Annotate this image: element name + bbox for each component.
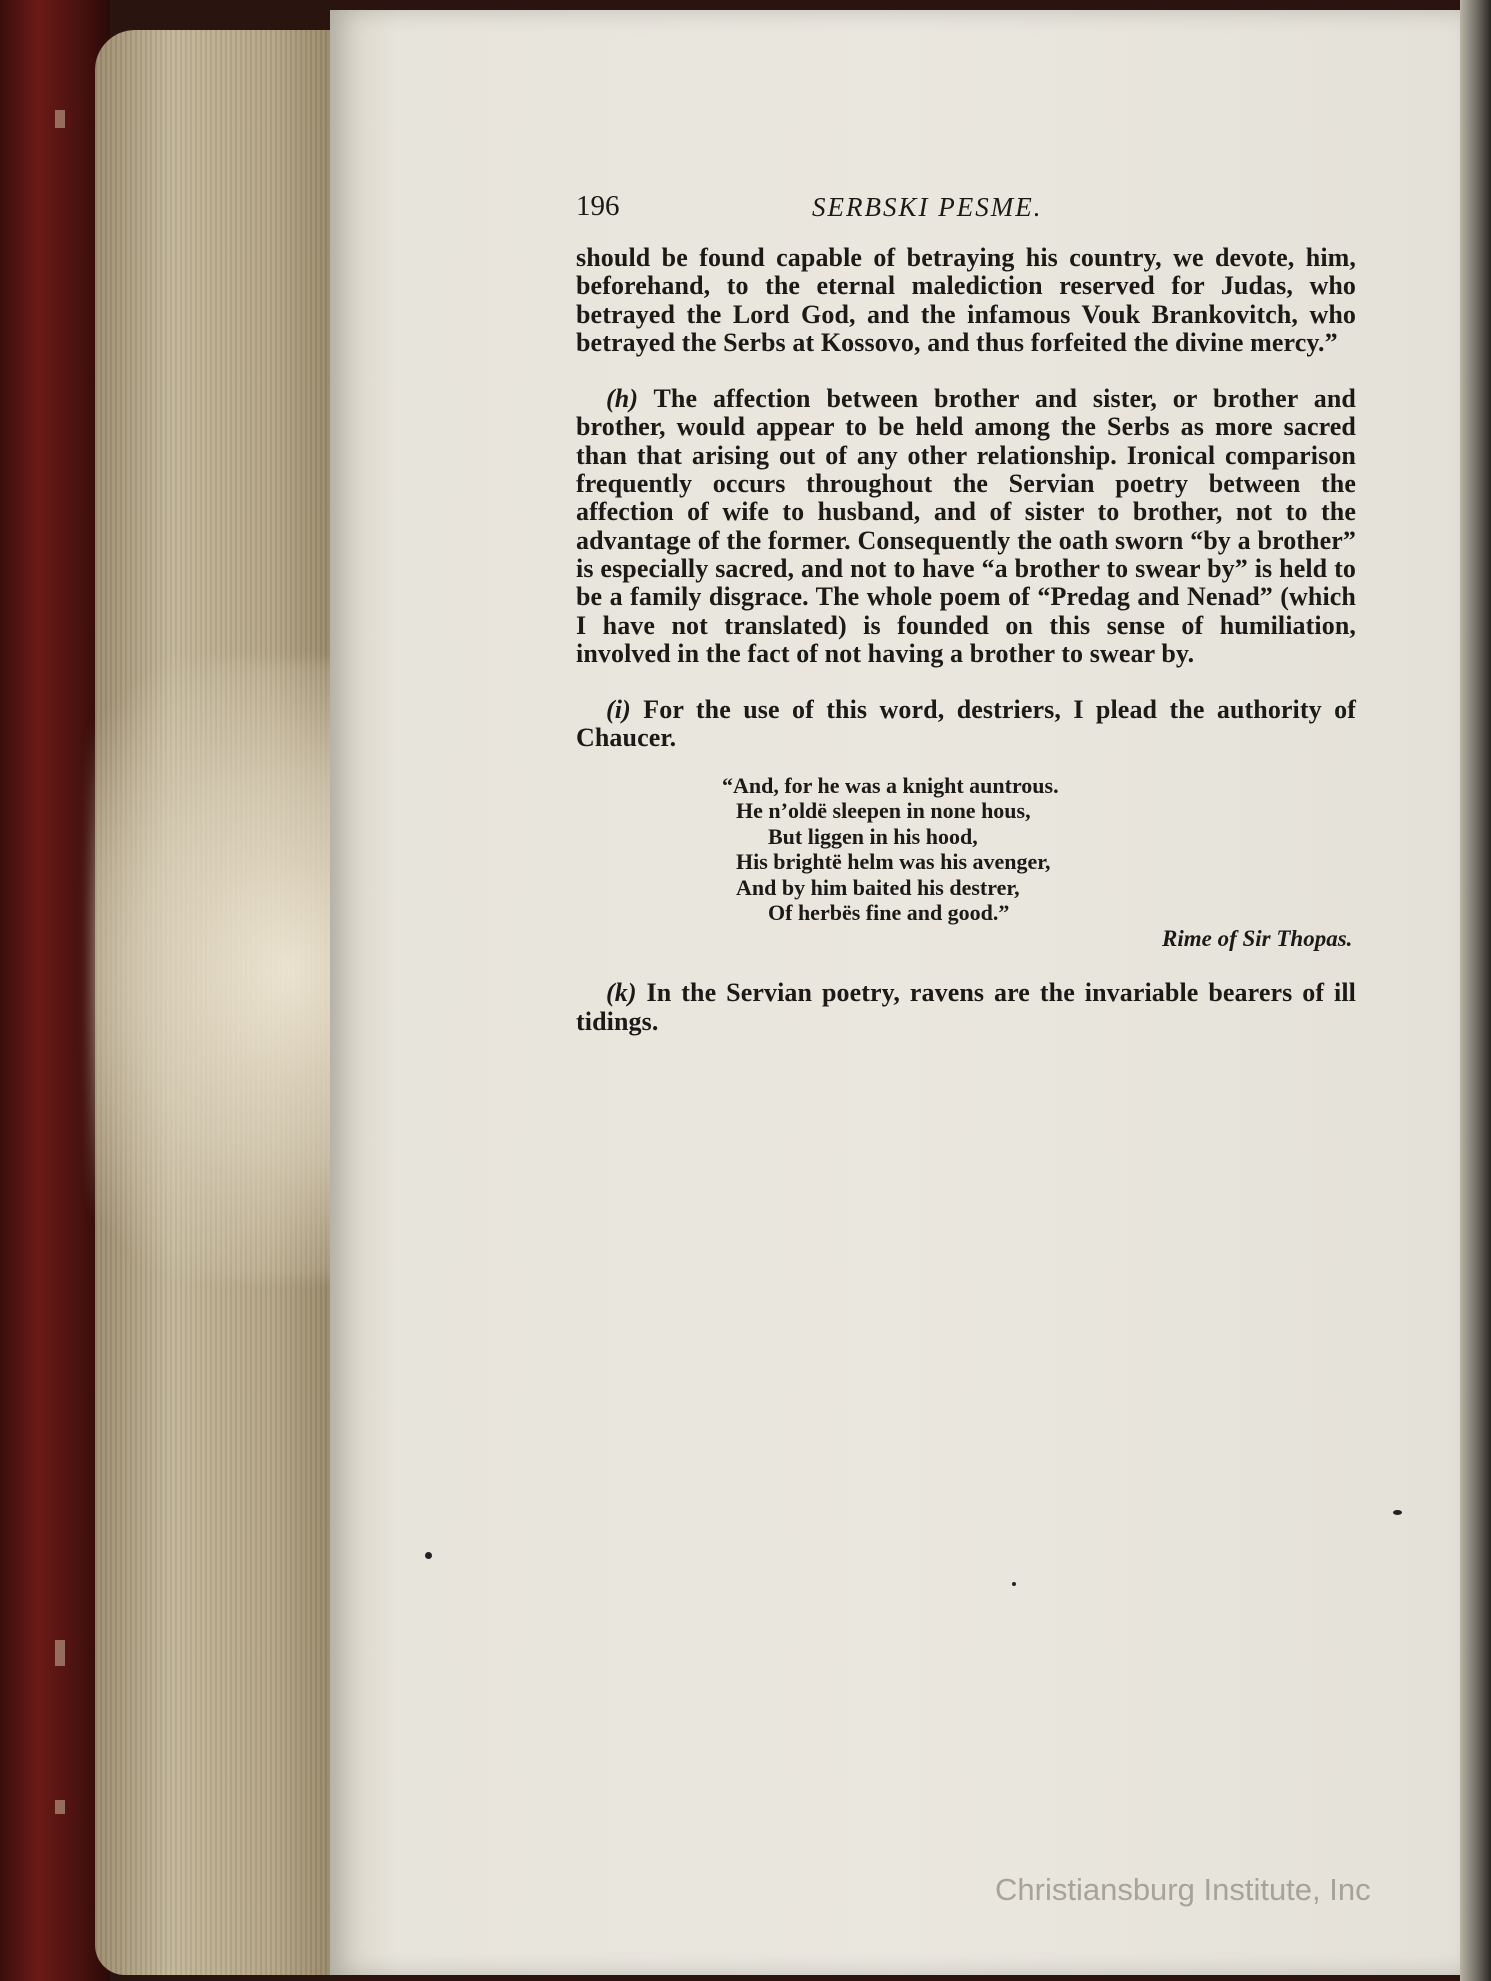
page-number: 196 [576,190,620,222]
print-speck [425,1552,432,1559]
note-h-text: The affection between brother and sister, or brother and brother, would appear to be held among the Serbs as more sacred than that arising out of any other relationship. Ironical comparison frequently occurs throughout the Servian poetry between the affection of wife to husband, and of sister to brother, not to the advantage of the former. Consequently the oath sworn “by a brother” is especially sacred, and not to have “a brother to swear by” is held to be a family disgrace. The whole poem of “Predag and Nenad” (which I have not translated) is founded on this sense of humiliation, involved in the fact of not having a brother to swear by. [576,384,1356,668]
note-k-text: In the Servian poetry, ravens are the invariable bearers of ill tidings. [576,978,1356,1036]
note-k-letter: (k) [606,978,637,1008]
print-speck [1012,1582,1016,1586]
verse-line: And by him baited his destrer, [736,874,1020,900]
paragraph-continuation: should be found capable of betraying his country, we devote, him, beforehand, to the eternal malediction reserved for Judas, who betrayed the Lord God, and the infamous Vouk Brankovitch, who betrayed the Serbs at Kossovo, and thus forfeited the divine mercy.” [576,243,1356,357]
verse-quote [576,773,1356,952]
page-text [576,190,1356,1036]
note-i-letter: (i) [606,695,631,725]
note-i [576,696,1356,753]
verse-line: Of herbës fine and good.” [768,900,1010,926]
cover-wear-mark [55,110,65,128]
watermark: Christiansburg Institute, Inc [995,1872,1371,1907]
print-speck [1393,1510,1402,1515]
running-title: SERBSKI PESME. [812,192,1043,222]
cover-wear-mark [55,1800,65,1814]
page-right-edge [1460,0,1491,1981]
verse-line: “And, for he was a knight auntrous. [722,772,1059,798]
cover-wear-mark [55,1640,65,1666]
verse-line: His brightë helm was his avenger, [736,849,1051,875]
running-header [576,190,1356,226]
note-i-text: For the use of this word, destriers, I plead the authority of Chaucer. [576,695,1356,753]
note-h-letter: (h) [606,384,639,414]
verse-line: But liggen in his hood, [768,823,978,849]
verse-line: He n’oldë sleepen in none hous, [736,798,1031,824]
verse-attribution: Rime of Sir Thopas. [1162,925,1353,951]
note-k [576,979,1356,1036]
note-h [576,385,1356,668]
